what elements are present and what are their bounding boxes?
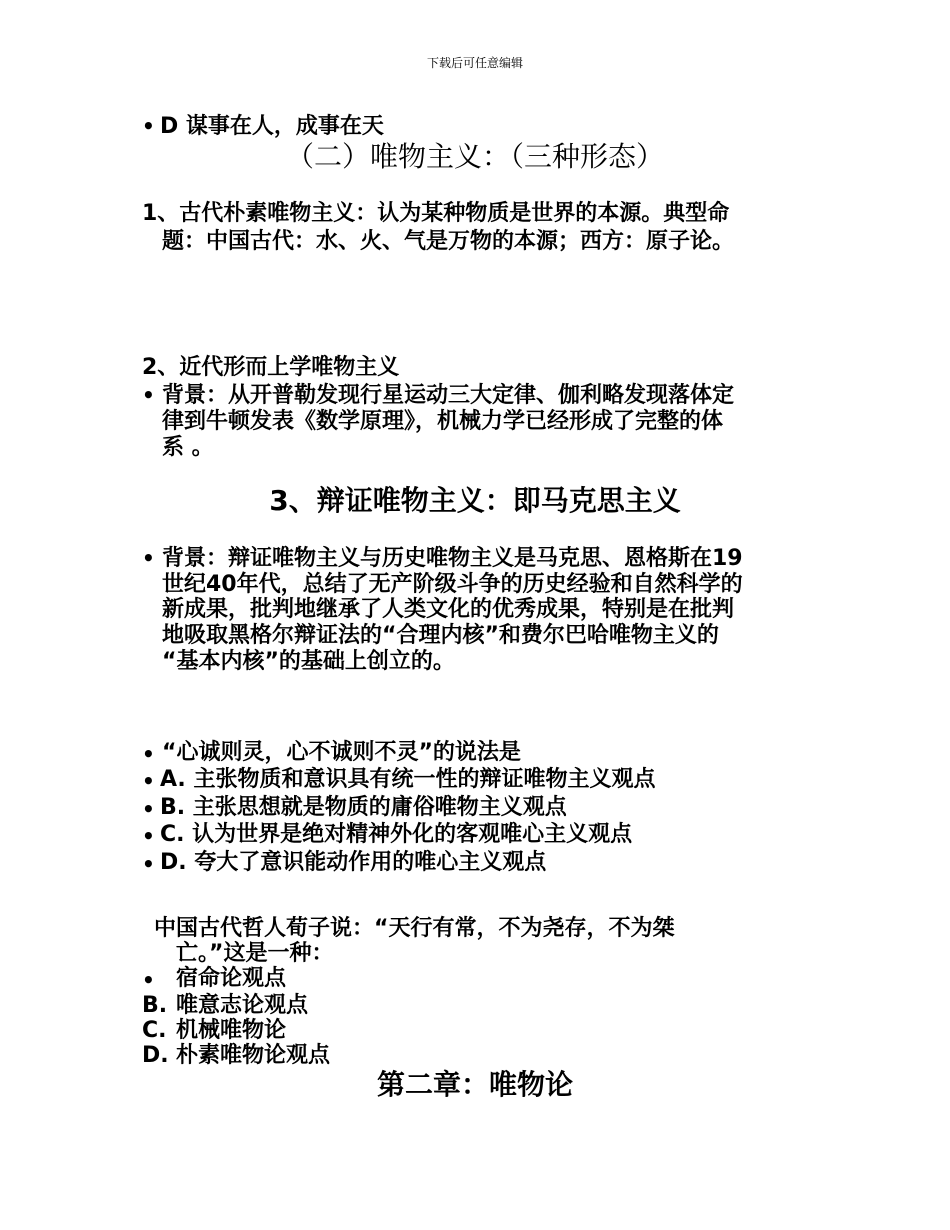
- bullet-dot: •: [142, 797, 155, 821]
- item3-bg-line4: 地吸取黑格尔辩证法的“合理内核”和费尔巴哈唯物主义的: [162, 623, 719, 648]
- item1-line2: 题：中国古代：水、火、气是万物的本源；西方：原子论。: [162, 229, 735, 254]
- question2-option-b-label: B.: [142, 993, 168, 1018]
- question2-option-a: 宿命论观点: [176, 966, 287, 991]
- section-title: （二）唯物主义：（三种形态）: [285, 140, 664, 173]
- chapter-title: 第二章：唯物论: [376, 1068, 573, 1101]
- bullet-dot: •: [142, 852, 155, 876]
- question2-option-d-label: D.: [142, 1043, 169, 1068]
- question2-option-c-label: C.: [142, 1018, 167, 1043]
- question1-option-c: C. 认为世界是绝对精神外化的客观唯心主义观点: [160, 822, 633, 847]
- item3-bg-line3: 新成果，批判地继承了人类文化的优秀成果，特别是在批判: [162, 597, 735, 622]
- item1-line1: 1、古代朴素唯物主义：认为某种物质是世界的本源。典型命: [142, 201, 730, 226]
- bullet-dot: •: [142, 742, 155, 766]
- question1-option-b: B. 主张思想就是物质的庸俗唯物主义观点: [160, 795, 567, 820]
- question1-stem: “心诚则灵，心不诚则不灵”的说法是: [162, 740, 521, 765]
- item3-bg-line5: “基本内核”的基础上创立的。: [162, 649, 455, 674]
- item3-title: 3、辩证唯物主义：即马克思主义: [269, 484, 681, 517]
- item2-bg-line3: 系 。: [162, 435, 214, 460]
- question2-option-d: 朴素唯物论观点: [176, 1043, 331, 1068]
- bullet-dot: •: [142, 546, 155, 570]
- question2-stem-line2: 亡。”这是一种：: [176, 941, 334, 966]
- bullet-dot: •: [142, 383, 155, 407]
- item3-bg-line1: 背景：辩证唯物主义与历史唯物主义是马克思、恩格斯在19: [162, 546, 743, 571]
- item2-title: 2、近代形而上学唯物主义: [142, 355, 400, 380]
- bullet-dot: •: [142, 968, 155, 992]
- line-d: D 谋事在人，成事在天: [160, 114, 384, 139]
- bullet-dot: •: [142, 114, 155, 138]
- question2-stem-line1: 中国古代哲人荀子说：“天行有常，不为尧存，不为桀: [154, 916, 675, 941]
- question2-option-b: 唯意志论观点: [176, 993, 309, 1018]
- item2-bg-line1: 背景：从开普勒发现行星运动三大定律、伽利略发现落体定: [162, 383, 735, 408]
- item2-bg-line2: 律到牛顿发表《数学原理》，机械力学已经形成了完整的体: [162, 409, 724, 434]
- question1-option-a: A. 主张物质和意识具有统一性的辩证唯物主义观点: [160, 767, 656, 792]
- question1-option-d: D. 夸大了意识能动作用的唯心主义观点: [160, 850, 547, 875]
- question2-option-c: 机械唯物论: [176, 1018, 287, 1043]
- bullet-dot: •: [142, 769, 155, 793]
- bullet-dot: •: [142, 824, 155, 848]
- page-header: 下载后可任意编辑: [426, 56, 523, 70]
- item3-bg-line2: 世纪40年代，总结了无产阶级斗争的历史经验和自然科学的: [162, 572, 743, 597]
